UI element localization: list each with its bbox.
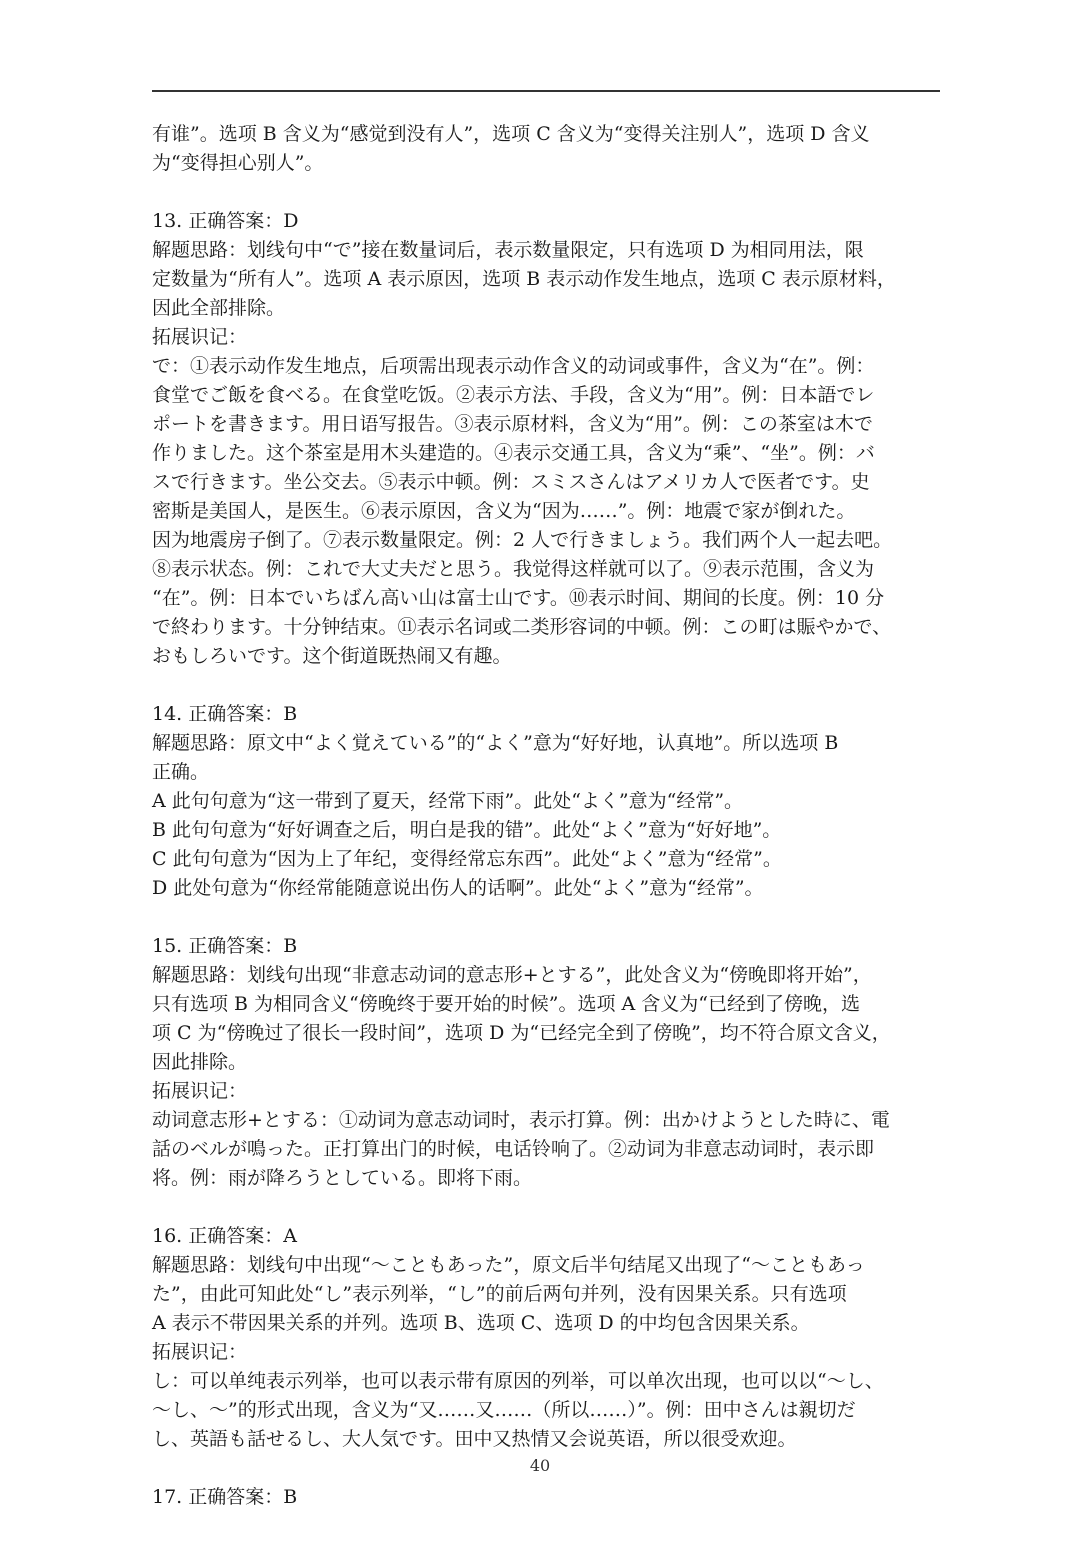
text-line: 話のベルが鳴った。正打算出门的时候，电话铃响了。②动词为非意志动词时，表示即 xyxy=(152,1138,875,1160)
option-line: D 此处句意为“你经常能随意说出伤人的话啊”。此处“よく”意为“经常”。 xyxy=(152,877,764,899)
option-line: C 此句句意为“因为上了年纪，变得经常忘东西”。此处“よく”意为“经常”。 xyxy=(152,848,782,870)
text-line: 因此全部排除。 xyxy=(152,297,286,319)
text-line: “在”。例：日本でいちばん高い山は富士山です。⑩表示时间、期间的长度。例：10 分 xyxy=(152,587,885,609)
extension-label: 拓展识记： xyxy=(152,326,248,348)
text-line: 作りました。这个茶室是用木头建造的。④表示交通工具，含义为“乘”、“坐”。例：バ xyxy=(152,442,875,464)
text-line: 动词意志形+とする：①动词为意志动词时，表示打算。例：出かけようとした時に、電 xyxy=(152,1109,890,1131)
text-line: 因此排除。 xyxy=(152,1051,248,1073)
text-line: 正确。 xyxy=(152,761,210,783)
text-line: 密斯是美国人，是医生。⑥表示原因，含义为“因为……”。例：地震で家が倒れた。 xyxy=(152,500,856,522)
option-line: A 此句句意为“这一带到了夏天，经常下雨”。此处“よく”意为“经常”。 xyxy=(152,790,744,812)
extension-label: 拓展识记： xyxy=(152,1080,248,1102)
text-line: た”，由此可知此处“し”表示列举，“し”的前后两句并列，没有因果关系。只有选项 xyxy=(152,1283,847,1305)
answer-heading-13: 13. 正确答案：D xyxy=(152,210,299,232)
text-line: 食堂でご飯を食べる。在食堂吃饭。②表示方法、手段，含义为“用”。例：日本語でレ xyxy=(152,384,875,406)
page-number: 40 xyxy=(529,1456,551,1475)
answer-heading-17: 17. 正确答案：B xyxy=(152,1486,298,1508)
text-line: 解题思路：划线句中“で”接在数量词后，表示数量限定，只有选项 D 为相同用法，限 xyxy=(152,239,864,261)
option-line: B 此句句意为“好好调查之后，明白是我的错”。此处“よく”意为“好好地”。 xyxy=(152,819,782,841)
text-line: 项 C 为“傍晚过了很长一段时间”，选项 D 为“已经完全到了傍晚”，均不符合原文含义， xyxy=(152,1022,891,1044)
text-line: し、英語も話せるし、大人気です。田中又热情又会说英语，所以很受欢迎。 xyxy=(152,1428,797,1450)
text-line: 因为地震房子倒了。⑦表示数量限定。例：2 人で行きましょう。我们两个人一起去吧。 xyxy=(152,529,893,551)
text-line: 定数量为“所有人”。选项 A 表示原因，选项 B 表示动作发生地点，选项 C 表示原材料， xyxy=(152,268,896,290)
page-body xyxy=(152,120,940,1512)
text-line: 为“变得担心别人”。 xyxy=(152,152,324,174)
text-line: 有谁”。选项 B 含义为“感觉到没有人”，选项 C 含义为“变得关注别人”，选项 D 含义 xyxy=(152,123,870,145)
text-line: で：①表示动作发生地点，后项需出现表示动作含义的动词或事件，含义为“在”。例： xyxy=(152,355,875,377)
text-line: 只有选项 B 为相同含义“傍晚终于要开始的时候”。选项 A 含义为“已经到了傍晚，选 xyxy=(152,993,860,1015)
answer-heading-16: 16. 正确答案：A xyxy=(152,1225,297,1247)
text-line: 解题思路：原文中“よく覚えている”的“よく”意为“好好地，认真地”。所以选项 B xyxy=(152,732,839,754)
text-line: し：可以单纯表示列举，也可以表示带有原因的列举，可以单次出现，也可以以“～し、 xyxy=(152,1370,884,1392)
text-line: ～し、～”的形式出现，含义为“又……又……（所以……）”。例：田中さんは親切だ xyxy=(152,1399,856,1421)
answer-heading-14: 14. 正确答案：B xyxy=(152,703,298,725)
answer-heading-15: 15. 正确答案：B xyxy=(152,935,298,957)
text-line: ポートを書きます。用日语写报告。③表示原材料，含义为“用”。例：この茶室は木で xyxy=(152,413,873,435)
text-line: で終わります。十分钟结束。⑪表示名词或二类形容词的中顿。例：この町は賑やかで、 xyxy=(152,616,892,638)
header-rule xyxy=(152,90,940,92)
text-line: A 表示不带因果关系的并列。选项 B、选项 C、选项 D 的中均包含因果关系。 xyxy=(152,1312,810,1334)
text-line: ⑧表示状态。例：これで大丈夫だと思う。我觉得这样就可以了。⑨表示范围，含义为 xyxy=(152,558,875,580)
text-line: おもしろいです。这个街道既热闹又有趣。 xyxy=(152,645,512,667)
text-line: 解题思路：划线句中出现“～こともあった”，原文后半句结尾又出现了“～こともあっ xyxy=(152,1254,865,1276)
text-line: 将。例：雨が降ろうとしている。即将下雨。 xyxy=(152,1167,533,1189)
text-line: 解题思路：划线句出现“非意志动词的意志形+とする”，此处含义为“傍晚即将开始”， xyxy=(152,964,872,986)
extension-label: 拓展识记： xyxy=(152,1341,248,1363)
text-line: スで行きます。坐公交去。⑤表示中顿。例：スミスさんはアメリカ人で医者です。史 xyxy=(152,471,870,493)
